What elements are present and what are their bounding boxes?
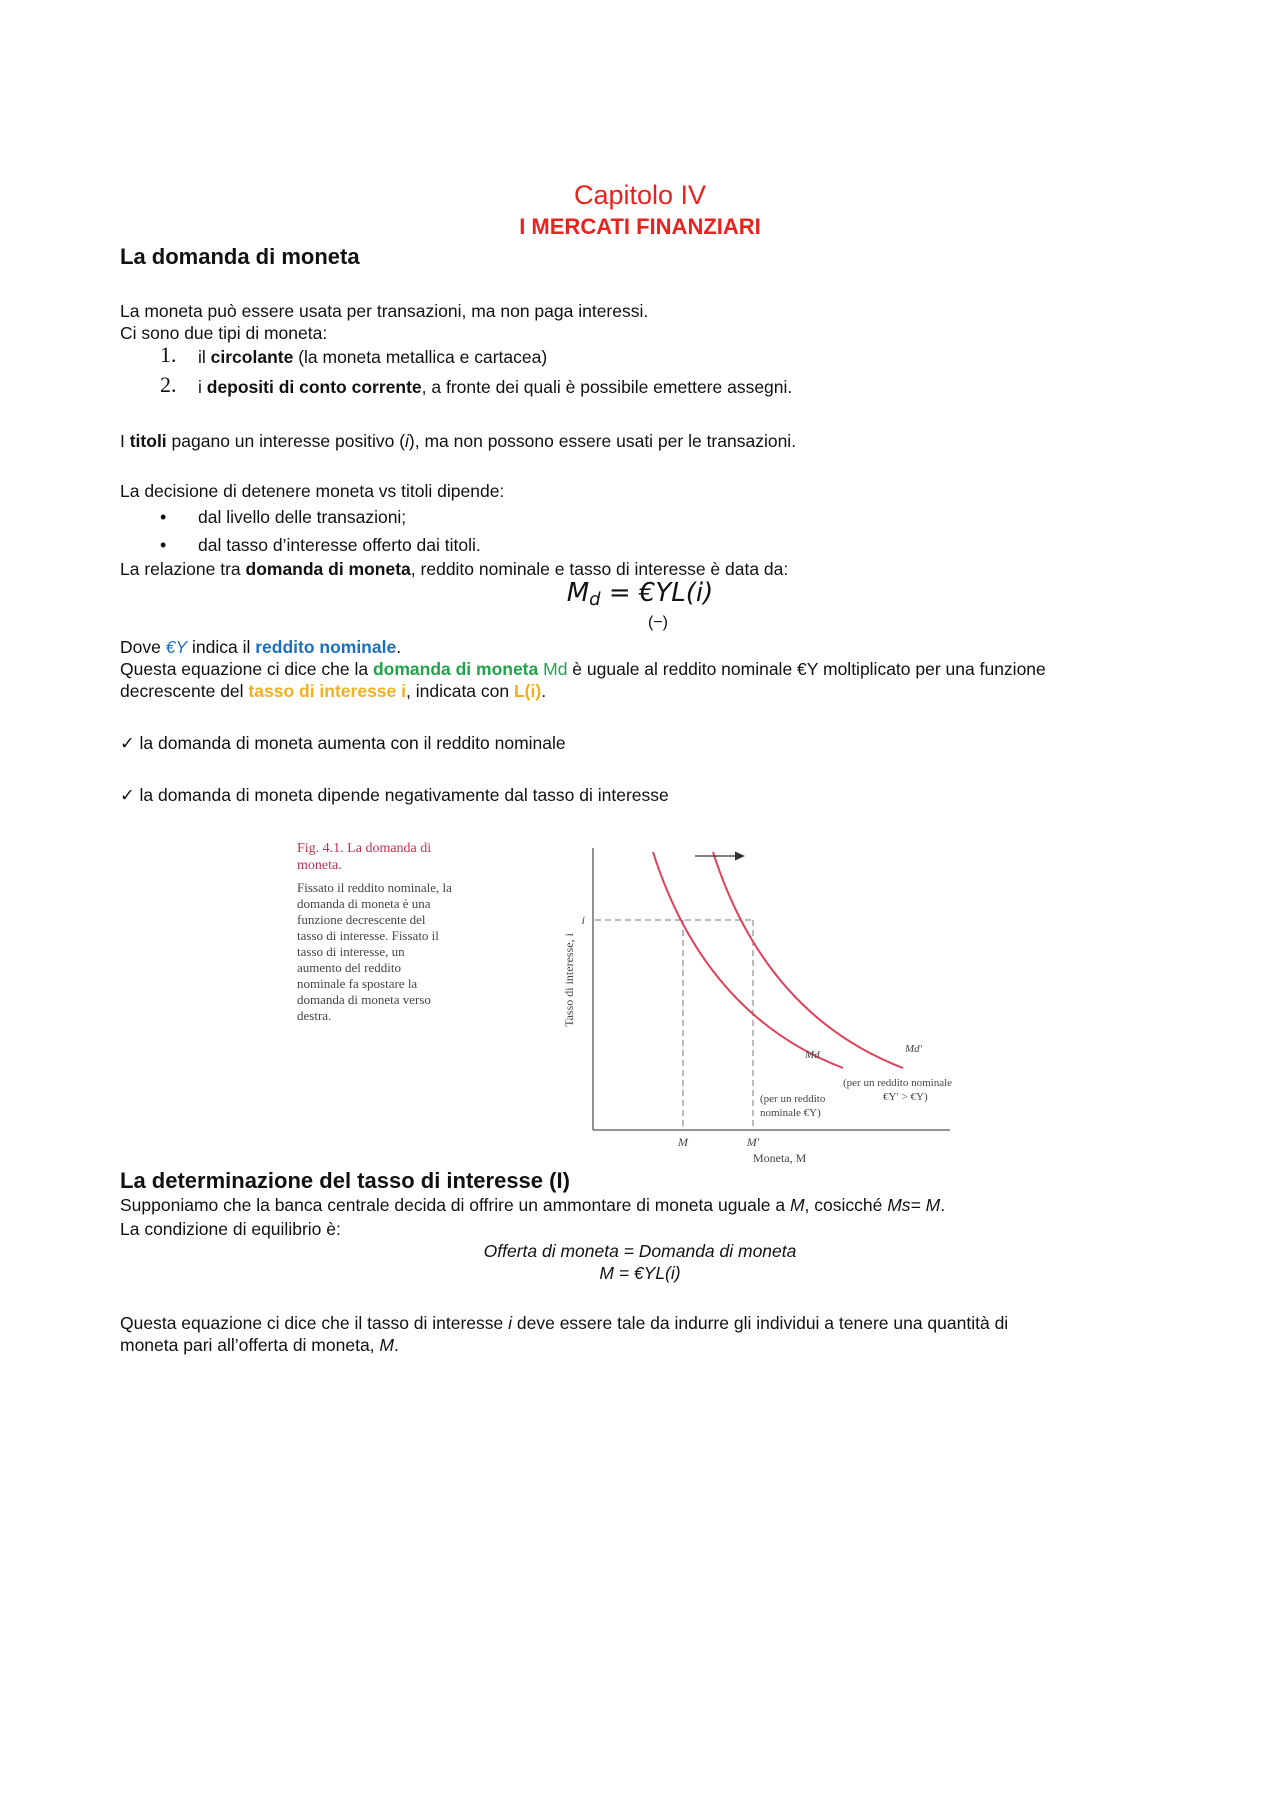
- figure-caption: [297, 840, 452, 1024]
- curve-md-note-2: nominale €Y): [760, 1107, 821, 1119]
- formula-money-demand: $M_d$ = €YL(i): [566, 578, 714, 610]
- check-item-2: ✓ la domanda di moneta dipende negativamente dal tasso di interesse: [120, 785, 669, 805]
- m-prime-tick-label: M′: [746, 1135, 760, 1149]
- paragraph-decisione: La decisione di detenere moneta vs titoli dipende:: [120, 481, 505, 501]
- paragraph-titoli: I titoli pagano un interesse positivo (i), ma non possono essere usati per le transazioni.: [120, 431, 797, 451]
- chapter-title: Capitolo IV: [573, 180, 707, 210]
- list-item-1: 1. il circolante (la moneta metallica e cartacea): [160, 342, 548, 367]
- list-number: 2.: [160, 372, 177, 397]
- figure-title: Fig. 4.1. La domanda di moneta.: [297, 841, 432, 873]
- term-depositi: depositi di conto corrente: [206, 377, 422, 397]
- money-demand-chart: [555, 840, 995, 1170]
- equation-equilibrio: M = €YL(i): [599, 1263, 681, 1283]
- formula-sign: (−): [648, 614, 668, 631]
- paragraph-banca-centrale: Supponiamo che la banca centrale decida di offrire un ammontare di moneta uguale a M, cosicché Ms= M.: [120, 1195, 946, 1215]
- paragraph-tipi: Ci sono due tipi di moneta:: [120, 323, 328, 343]
- curve-md-prime-label: Md′: [905, 1043, 923, 1055]
- check-item-1: ✓ la domanda di moneta aumenta con il reddito nominale: [120, 733, 566, 753]
- paragraph-relazione: La relazione tra domanda di moneta, reddito nominale e tasso di interesse è data da:: [120, 559, 789, 579]
- curve-md-prime: [713, 852, 903, 1068]
- list-item-2: 2. i depositi di conto corrente, a fronte dei quali è possibile emettere assegni.: [160, 372, 793, 397]
- m-tick-label: M: [678, 1135, 688, 1149]
- x-axis-label: Moneta, M: [753, 1151, 807, 1165]
- paragraph-equilibrio: La condizione di equilibrio è:: [120, 1219, 341, 1239]
- curve-md: [653, 852, 843, 1068]
- paragraph-dove: Dove €Y indica il reddito nominale.: [120, 637, 402, 657]
- paragraph-conclusione-2: moneta pari all’offerta di moneta, M.: [120, 1335, 399, 1355]
- curve-md-prime-note-1: (per un reddito nominale: [843, 1077, 953, 1089]
- figure-description: Fissato il reddito nominale, la domanda di moneta è una funzione decrescente del tasso di interesse. Fissato il tasso di interesse, un aumento del reddito nominale fa spostare la domanda di moneta verso destra.: [297, 880, 452, 1023]
- curve-md-prime-note-2: €Y′ > €Y): [883, 1091, 928, 1103]
- shift-arrow-head: [735, 852, 745, 861]
- i-tick-label: i: [581, 913, 585, 927]
- y-axis-label: Tasso di interesse, i: [562, 933, 576, 1027]
- section-heading-determinazione: La determinazione del tasso di interesse (I): [120, 1168, 570, 1193]
- equation-offerta-domanda: Offerta di moneta = Domanda di moneta: [483, 1241, 797, 1261]
- section-heading-domanda: La domanda di moneta: [120, 244, 360, 269]
- paragraph-moneta: La moneta può essere usata per transazioni, ma non paga interessi.: [120, 301, 649, 321]
- chapter-subtitle: I MERCATI FINANZIARI: [519, 214, 761, 239]
- bullet-item-1: • dal livello delle transazioni;: [160, 507, 407, 527]
- paragraph-equazione-2: decrescente del tasso di interesse i, indicata con L(i).: [120, 681, 547, 701]
- curve-md-label: Md: [805, 1049, 820, 1061]
- bullet-item-2: • dal tasso d’interesse offerto dai titoli.: [160, 535, 481, 555]
- curve-md-note-1: (per un reddito: [760, 1093, 826, 1105]
- paragraph-equazione-1: Questa equazione ci dice che la domanda di moneta Md è uguale al reddito nominale €Y moltiplicato per una funzione: [120, 659, 1046, 679]
- term-circolante: circolante: [210, 347, 294, 367]
- list-number: 1.: [160, 342, 177, 367]
- paragraph-conclusione-1: Questa equazione ci dice che il tasso di interesse i deve essere tale da indurre gli individui a tenere una quantità di: [120, 1313, 1009, 1333]
